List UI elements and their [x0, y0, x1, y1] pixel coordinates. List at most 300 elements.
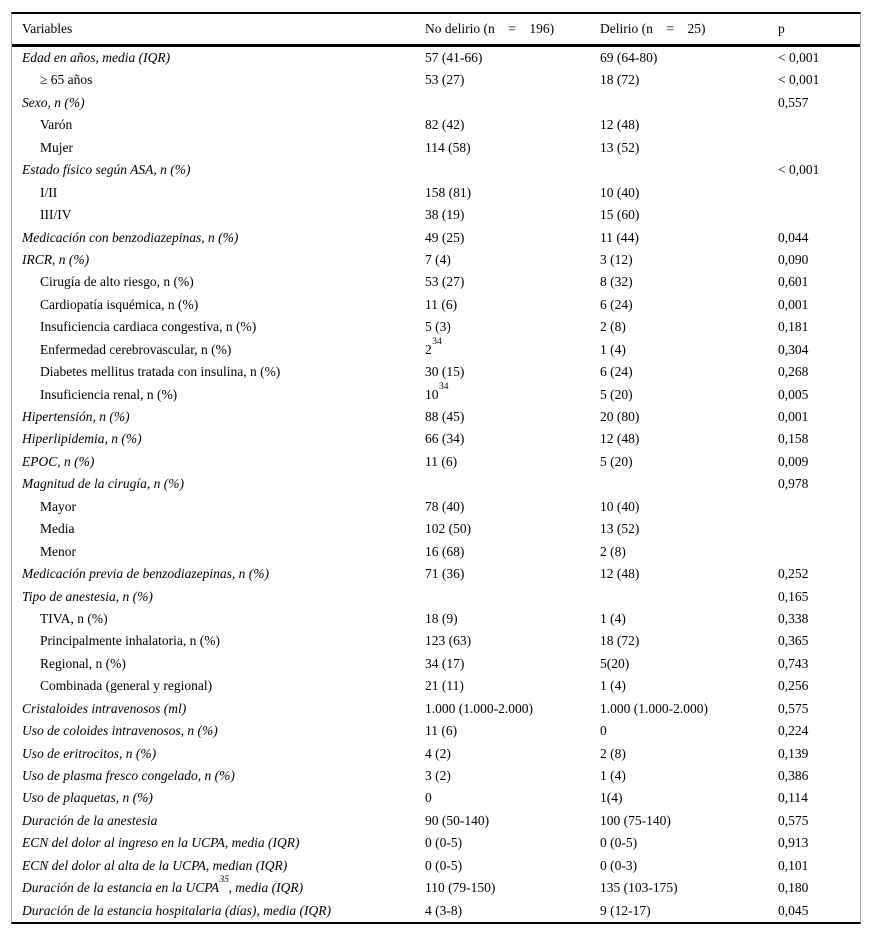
row-no-delirio-cell	[425, 182, 600, 204]
table-row	[12, 271, 860, 293]
row-label-text: Combinada (general y regional)	[40, 678, 213, 694]
row-label-text: Uso de plasma fresco congelado, n (%)	[22, 768, 235, 783]
comparison-table	[11, 12, 861, 924]
row-no-delirio-value: 5 (3)	[425, 319, 451, 335]
row-delirio-value: 18 (72)	[600, 72, 640, 88]
row-delirio-value: 1 (4)	[600, 678, 626, 694]
row-no-delirio-cell	[425, 159, 600, 181]
row-delirio-value: 8 (32)	[600, 274, 633, 290]
row-no-delirio-cell	[425, 473, 600, 495]
row-label	[12, 114, 425, 136]
row-delirio-cell	[600, 743, 778, 765]
row-p-value: 0,601	[778, 274, 809, 290]
row-p-value: 0,181	[778, 319, 809, 335]
table-row	[12, 451, 860, 473]
row-label	[12, 271, 425, 293]
row-p-value: 0,101	[778, 857, 809, 873]
table-row	[12, 361, 860, 383]
row-delirio-value: 1(4)	[600, 790, 623, 806]
row-p-value: 0,114	[778, 790, 808, 806]
row-label	[12, 496, 425, 518]
row-delirio-value: 12 (48)	[600, 117, 640, 133]
row-delirio-cell	[600, 361, 778, 383]
row-delirio-cell	[600, 339, 778, 361]
table-row	[12, 563, 860, 585]
row-p-cell	[778, 227, 860, 249]
row-label	[12, 630, 425, 652]
row-no-delirio-value: 4 (3-8)	[425, 902, 463, 918]
row-label	[12, 47, 425, 69]
row-p-cell	[778, 271, 860, 293]
row-label-text: Regional, n (%)	[40, 655, 126, 671]
row-delirio-value: 13 (52)	[600, 521, 640, 537]
row-label-text: ECN del dolor al ingreso en la UCPA, media (IQR)	[22, 835, 300, 851]
row-delirio-value: 135 (103-175)	[600, 880, 678, 896]
row-no-delirio-cell	[425, 900, 600, 922]
row-p-cell	[778, 92, 860, 114]
row-label	[12, 653, 425, 675]
table-row	[12, 653, 860, 675]
row-delirio-cell	[600, 720, 778, 742]
table-row	[12, 518, 860, 540]
row-delirio-value: 1.000 (1.000-2.000)	[600, 700, 708, 716]
row-delirio-cell	[600, 316, 778, 338]
row-delirio-value: 1 (4)	[600, 768, 626, 783]
row-label	[12, 608, 425, 630]
row-delirio-value: 9 (12-17)	[600, 902, 651, 918]
row-no-delirio-sup: 34	[432, 336, 442, 347]
row-no-delirio-cell	[425, 653, 600, 675]
row-delirio-value: 1 (4)	[600, 341, 626, 357]
row-label	[12, 473, 425, 495]
row-delirio-cell	[600, 114, 778, 136]
row-label	[12, 159, 425, 181]
row-p-cell	[778, 675, 860, 697]
row-label	[12, 451, 425, 473]
row-label	[12, 563, 425, 585]
row-p-cell	[778, 518, 860, 540]
row-p-cell	[778, 832, 860, 854]
row-delirio-value: 0	[600, 723, 607, 739]
row-label	[12, 69, 425, 91]
row-label	[12, 698, 425, 720]
row-no-delirio-cell	[425, 428, 600, 450]
row-label	[12, 765, 425, 787]
row-no-delirio-value: 49 (25)	[425, 229, 465, 245]
row-no-delirio-value: 11 (6)	[425, 723, 458, 739]
row-label-text: Insuficiencia renal, n (%)	[40, 386, 178, 402]
row-delirio-cell	[600, 518, 778, 540]
row-label	[12, 720, 425, 742]
row-p-cell	[778, 541, 860, 563]
row-delirio-cell	[600, 384, 778, 406]
row-p-cell	[778, 339, 860, 361]
table-row	[12, 608, 860, 630]
row-no-delirio-cell	[425, 787, 600, 809]
header-no-delirio: No delirio (n = 196)	[425, 21, 555, 36]
row-delirio-value: 10 (40)	[600, 184, 640, 200]
row-delirio-value: 20 (80)	[600, 409, 640, 424]
table-row	[12, 249, 860, 271]
row-no-delirio-value: 71 (36)	[425, 566, 465, 582]
row-p-cell	[778, 787, 860, 809]
row-label	[12, 361, 425, 383]
row-no-delirio-value: 78 (40)	[425, 498, 465, 514]
row-delirio-value: 13 (52)	[600, 139, 640, 155]
row-no-delirio-value: 0	[425, 790, 432, 806]
row-label	[12, 227, 425, 249]
row-p-value: 0,045	[778, 902, 809, 918]
table-row	[12, 765, 860, 787]
row-p-cell	[778, 473, 860, 495]
row-no-delirio-cell	[425, 69, 600, 91]
row-delirio-cell	[600, 47, 778, 69]
row-label-text: Uso de eritrocitos, n (%)	[22, 745, 157, 761]
row-no-delirio-cell	[425, 294, 600, 316]
row-delirio-cell	[600, 541, 778, 563]
row-p-cell	[778, 249, 860, 271]
row-delirio-value: 6 (24)	[600, 296, 633, 312]
row-no-delirio-value: 3 (2)	[425, 768, 451, 783]
table-row	[12, 675, 860, 697]
row-label-text: Uso de plaquetas, n (%)	[22, 790, 153, 806]
header-p: p	[778, 21, 785, 36]
row-p-value: < 0,001	[778, 162, 820, 178]
row-p-value: 0,575	[778, 700, 809, 716]
row-no-delirio-value: 123 (63)	[425, 633, 472, 649]
row-label-text: Diabetes mellitus tratada con insulina, n (%)	[40, 364, 281, 380]
row-p-value: 0,557	[778, 94, 809, 110]
row-delirio-cell	[600, 877, 778, 899]
row-label-post: , media (IQR)	[228, 880, 304, 896]
row-no-delirio-cell	[425, 698, 600, 720]
table-body	[12, 47, 860, 922]
row-delirio-cell	[600, 182, 778, 204]
row-delirio-cell	[600, 473, 778, 495]
row-label-text: Uso de coloides intravenosos, n (%)	[22, 723, 218, 739]
row-p-value: 0,575	[778, 812, 809, 828]
row-no-delirio-value: 34 (17)	[425, 655, 465, 671]
row-label	[12, 787, 425, 809]
header-variables: Variables	[22, 21, 73, 36]
row-no-delirio-cell	[425, 47, 600, 69]
row-p-cell	[778, 69, 860, 91]
row-delirio-cell	[600, 69, 778, 91]
table-row	[12, 69, 860, 91]
row-label-text: Magnitud de la cirugía, n (%)	[22, 476, 184, 492]
row-delirio-value: 5 (20)	[600, 453, 633, 469]
row-label-text: TIVA, n (%)	[40, 610, 108, 626]
row-no-delirio-cell	[425, 227, 600, 249]
row-p-cell	[778, 563, 860, 585]
row-no-delirio-value: 7 (4)	[425, 251, 451, 267]
row-delirio-cell	[600, 406, 778, 428]
row-p-value: 0,009	[778, 453, 809, 469]
row-no-delirio-cell	[425, 855, 600, 877]
row-no-delirio-value: 16 (68)	[425, 543, 465, 559]
row-no-delirio-cell	[425, 743, 600, 765]
row-p-cell	[778, 384, 860, 406]
row-p-cell	[778, 159, 860, 181]
row-no-delirio-cell	[425, 114, 600, 136]
row-no-delirio-cell	[425, 249, 600, 271]
row-label-text: Principalmente inhalatoria, n (%)	[40, 633, 220, 649]
row-no-delirio-value: 90 (50-140)	[425, 812, 490, 828]
row-no-delirio-value: 11 (6)	[425, 296, 458, 312]
row-label	[12, 92, 425, 114]
row-delirio-value: 18 (72)	[600, 633, 640, 649]
row-label-text: Cirugía de alto riesgo, n (%)	[40, 274, 194, 290]
row-delirio-value: 2 (8)	[600, 543, 626, 559]
row-delirio-cell	[600, 159, 778, 181]
table-row	[12, 159, 860, 181]
row-no-delirio-sup: 34	[439, 381, 449, 392]
row-no-delirio-cell	[425, 720, 600, 742]
row-label-text: ≥ 65 años	[40, 72, 93, 88]
row-p-value: 0,090	[778, 251, 809, 267]
row-label-text: Estado físico según ASA, n (%)	[22, 162, 191, 178]
row-p-cell	[778, 653, 860, 675]
row-delirio-value: 0 (0-5)	[600, 835, 638, 851]
row-delirio-cell	[600, 271, 778, 293]
table-row	[12, 832, 860, 854]
row-no-delirio-cell	[425, 675, 600, 697]
row-label	[12, 137, 425, 159]
row-no-delirio-value: 4 (2)	[425, 745, 451, 761]
row-no-delirio-value: 114 (58)	[425, 139, 471, 155]
table-row	[12, 630, 860, 652]
row-label	[12, 406, 425, 428]
row-no-delirio-value: 110 (79-150)	[425, 880, 496, 896]
row-no-delirio-cell	[425, 541, 600, 563]
row-label-text: Duración de la estancia en la UCPA	[22, 880, 219, 896]
row-no-delirio-value: 1.000 (1.000-2.000)	[425, 700, 533, 716]
row-no-delirio-cell	[425, 877, 600, 899]
row-label-text: Hiperlipidemia, n (%)	[22, 431, 142, 447]
row-p-cell	[778, 114, 860, 136]
row-delirio-value: 12 (48)	[600, 431, 640, 447]
row-p-cell	[778, 810, 860, 832]
row-p-cell	[778, 316, 860, 338]
row-delirio-value: 3 (12)	[600, 251, 633, 267]
table-row	[12, 47, 860, 69]
row-p-cell	[778, 765, 860, 787]
row-p-value: 0,304	[778, 341, 809, 357]
row-label-text: Sexo, n (%)	[22, 94, 85, 110]
row-no-delirio-cell	[425, 361, 600, 383]
row-no-delirio-cell	[425, 765, 600, 787]
row-label-text: Medicación con benzodiazepinas, n (%)	[22, 229, 239, 245]
row-delirio-cell	[600, 249, 778, 271]
row-delirio-cell	[600, 630, 778, 652]
row-p-value: 0,913	[778, 835, 809, 851]
row-p-cell	[778, 608, 860, 630]
row-label-text: Varón	[40, 117, 73, 133]
row-p-cell	[778, 182, 860, 204]
row-label-text: Duración de la anestesia	[22, 812, 158, 828]
row-p-cell	[778, 496, 860, 518]
row-delirio-cell	[600, 137, 778, 159]
row-p-value: 0,978	[778, 476, 809, 492]
row-no-delirio-cell	[425, 810, 600, 832]
row-delirio-cell	[600, 855, 778, 877]
row-p-value: < 0,001	[778, 72, 820, 88]
row-label	[12, 900, 425, 922]
row-delirio-cell	[600, 765, 778, 787]
row-delirio-value: 6 (24)	[600, 364, 633, 380]
row-label	[12, 316, 425, 338]
table-row	[12, 428, 860, 450]
row-label	[12, 541, 425, 563]
row-label-text: ECN del dolor al alta de la UCPA, median (IQR)	[22, 857, 288, 873]
row-no-delirio-value: 38 (19)	[425, 207, 465, 223]
row-no-delirio-cell	[425, 316, 600, 338]
row-no-delirio-value: 2	[425, 341, 432, 357]
row-no-delirio-cell	[425, 336, 600, 361]
row-delirio-cell	[600, 810, 778, 832]
row-p-cell	[778, 294, 860, 316]
row-p-value: 0,386	[778, 768, 809, 783]
table-row	[12, 787, 860, 809]
row-p-cell	[778, 204, 860, 226]
row-label-text: III/IV	[40, 207, 72, 223]
table-row	[12, 204, 860, 226]
row-p-cell	[778, 586, 860, 608]
row-p-value: 0,001	[778, 409, 809, 424]
row-delirio-value: 1 (4)	[600, 610, 626, 626]
row-delirio-cell	[600, 608, 778, 630]
table-row	[12, 294, 860, 316]
row-delirio-value: 100 (75-140)	[600, 812, 671, 828]
row-p-cell	[778, 743, 860, 765]
row-label-text: I/II	[40, 184, 58, 200]
row-p-cell	[778, 630, 860, 652]
row-label-text: Mujer	[40, 139, 73, 155]
row-no-delirio-value: 0 (0-5)	[425, 857, 463, 873]
row-delirio-cell	[600, 496, 778, 518]
table-row	[12, 720, 860, 742]
row-no-delirio-value: 53 (27)	[425, 274, 465, 290]
row-label-text: Tipo de anestesia, n (%)	[22, 588, 153, 604]
row-label-text: Insuficiencia cardiaca congestiva, n (%)	[40, 319, 257, 335]
row-no-delirio-cell	[425, 137, 600, 159]
row-delirio-value: 10 (40)	[600, 498, 640, 514]
row-p-value: 0,252	[778, 566, 809, 582]
row-label	[12, 339, 425, 361]
table-row	[12, 743, 860, 765]
table-row	[12, 381, 860, 406]
row-p-cell	[778, 855, 860, 877]
row-label	[12, 428, 425, 450]
table-row	[12, 137, 860, 159]
row-no-delirio-cell	[425, 271, 600, 293]
row-no-delirio-cell	[425, 92, 600, 114]
row-label	[12, 518, 425, 540]
table-row	[12, 92, 860, 114]
row-delirio-value: 5 (20)	[600, 386, 633, 402]
row-no-delirio-cell	[425, 406, 600, 428]
row-no-delirio-cell	[425, 608, 600, 630]
row-no-delirio-value: 102 (50)	[425, 521, 472, 537]
row-label	[12, 204, 425, 226]
row-label	[12, 182, 425, 204]
row-p-cell	[778, 698, 860, 720]
row-label-text: Mayor	[40, 498, 76, 514]
row-delirio-value: 2 (8)	[600, 745, 626, 761]
row-delirio-cell	[600, 204, 778, 226]
row-delirio-cell	[600, 451, 778, 473]
row-delirio-cell	[600, 227, 778, 249]
row-label-text: Hipertensión, n (%)	[22, 409, 130, 424]
row-label	[12, 855, 425, 877]
row-label	[12, 675, 425, 697]
row-no-delirio-cell	[425, 381, 600, 406]
row-p-cell	[778, 361, 860, 383]
row-label	[12, 294, 425, 316]
row-label	[12, 832, 425, 854]
row-p-value: 0,139	[778, 745, 809, 761]
row-p-cell	[778, 137, 860, 159]
row-p-cell	[778, 47, 860, 69]
row-p-cell	[778, 900, 860, 922]
row-label-text: Enfermedad cerebrovascular, n (%)	[40, 341, 232, 357]
row-delirio-cell	[600, 787, 778, 809]
row-p-value: 0,365	[778, 633, 809, 649]
row-delirio-cell	[600, 900, 778, 922]
row-p-cell	[778, 428, 860, 450]
row-label	[12, 810, 425, 832]
row-delirio-value: 11 (44)	[600, 229, 639, 245]
header-delirio: Delirio (n = 25)	[600, 21, 706, 36]
row-no-delirio-value: 53 (27)	[425, 72, 465, 88]
table-row	[12, 182, 860, 204]
row-no-delirio-value: 10	[425, 386, 439, 402]
row-delirio-cell	[600, 653, 778, 675]
row-no-delirio-value: 66 (34)	[425, 431, 465, 447]
row-no-delirio-cell	[425, 451, 600, 473]
row-no-delirio-value: 158 (81)	[425, 184, 472, 200]
row-p-value: 0,001	[778, 296, 809, 312]
row-p-cell	[778, 406, 860, 428]
table-row	[12, 227, 860, 249]
row-label-text: Cardiopatía isquémica, n (%)	[40, 296, 199, 312]
row-delirio-cell	[600, 294, 778, 316]
row-delirio-cell	[600, 428, 778, 450]
row-label	[12, 249, 425, 271]
row-p-value: 0,268	[778, 364, 809, 380]
table-row	[12, 900, 860, 922]
table-row	[12, 698, 860, 720]
table-row	[12, 406, 860, 428]
row-p-cell	[778, 451, 860, 473]
row-no-delirio-value: 21 (11)	[425, 678, 464, 694]
row-p-cell	[778, 720, 860, 742]
row-p-value: 0,224	[778, 723, 809, 739]
row-delirio-cell	[600, 563, 778, 585]
row-label-text: Edad en años, media (IQR)	[22, 50, 171, 65]
row-delirio-cell	[600, 675, 778, 697]
row-no-delirio-cell	[425, 630, 600, 652]
table-row	[12, 855, 860, 877]
table-row	[12, 336, 860, 361]
row-delirio-cell	[600, 832, 778, 854]
row-label	[12, 877, 425, 899]
table-row	[12, 496, 860, 518]
row-label	[12, 743, 425, 765]
row-p-value: 0,743	[778, 655, 809, 671]
row-label-text: Cristaloides intravenosos (ml)	[22, 700, 187, 716]
row-delirio-cell	[600, 698, 778, 720]
